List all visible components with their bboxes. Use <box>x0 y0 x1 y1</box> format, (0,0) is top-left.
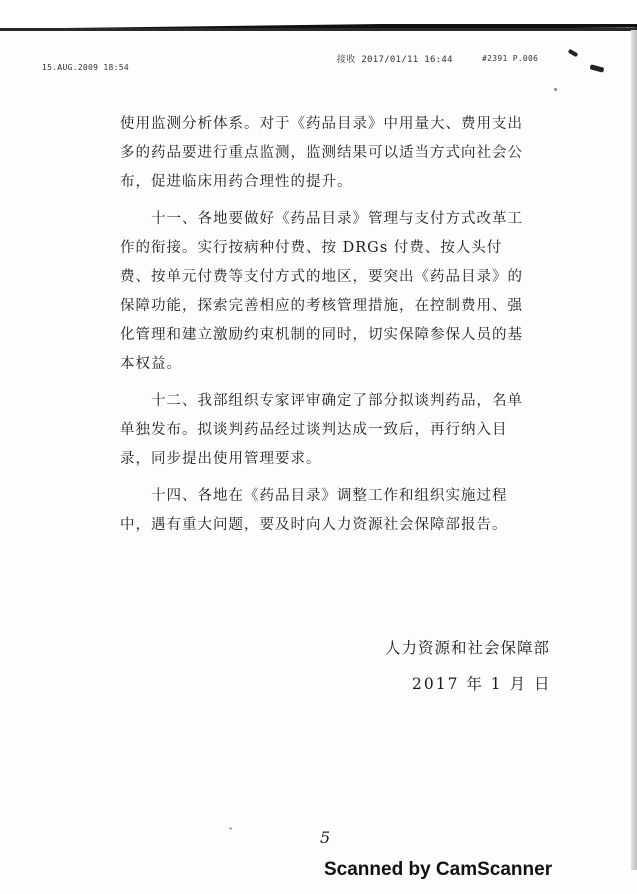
page-number: 5 <box>320 828 331 847</box>
paragraph-monitoring: 使用监测分析体系。对于《药品目录》中用量大、费用支出多的药品要进行重点监测，监测结果可以适当方式向社会公布，促进临床用药合理性的提升。 <box>120 116 523 190</box>
scan-speck <box>554 88 557 91</box>
issuing-organization: 人力资源和社会保障部 <box>385 639 551 657</box>
paragraph-twelve: 十二、我部组织专家评审确定了部分拟谈判药品，名单单独发布。拟谈判药品经过谈判达成一致后，再行纳入目录，同步提出使用管理要求。 <box>120 393 523 467</box>
fax-header-page-info: #2391 P.006 <box>482 54 539 63</box>
scan-speck <box>568 49 579 57</box>
issue-date: 2017 年 1 月 日 <box>412 675 552 693</box>
scan-edge-shadow <box>0 28 637 31</box>
paragraph-fourteen: 十四、各地在《药品目录》调整工作和组织实施过程中，遇有重大问题，要及时向人力资源社会保障部报告。 <box>120 488 508 533</box>
fax-header-received: 接收 2017/01/11 16:44 <box>337 55 453 65</box>
document-body <box>120 110 530 540</box>
scan-tick-mark: ˇ <box>228 828 233 839</box>
camscanner-watermark: Scanned by CamScanner <box>324 859 553 880</box>
fax-header-left-stamp: 15.AUG.2009 18:54 <box>42 63 129 72</box>
paragraph-eleven: 十一、各地要做好《药品目录》管理与支付方式改革工作的衔接。实行按病种付费、按 DRGs 付费、按人头付费、按单元付费等支付方式的地区，要突出《药品目录》的保障功能，探索完善相应的考核管理措施，在控制费用、强化管理和建立激励约束机制的同时，切实保障参保人员的基本权益。 <box>120 211 523 372</box>
scan-speck <box>590 64 605 72</box>
scan-top-edge <box>0 0 637 30</box>
scan-right-edge <box>631 30 637 870</box>
